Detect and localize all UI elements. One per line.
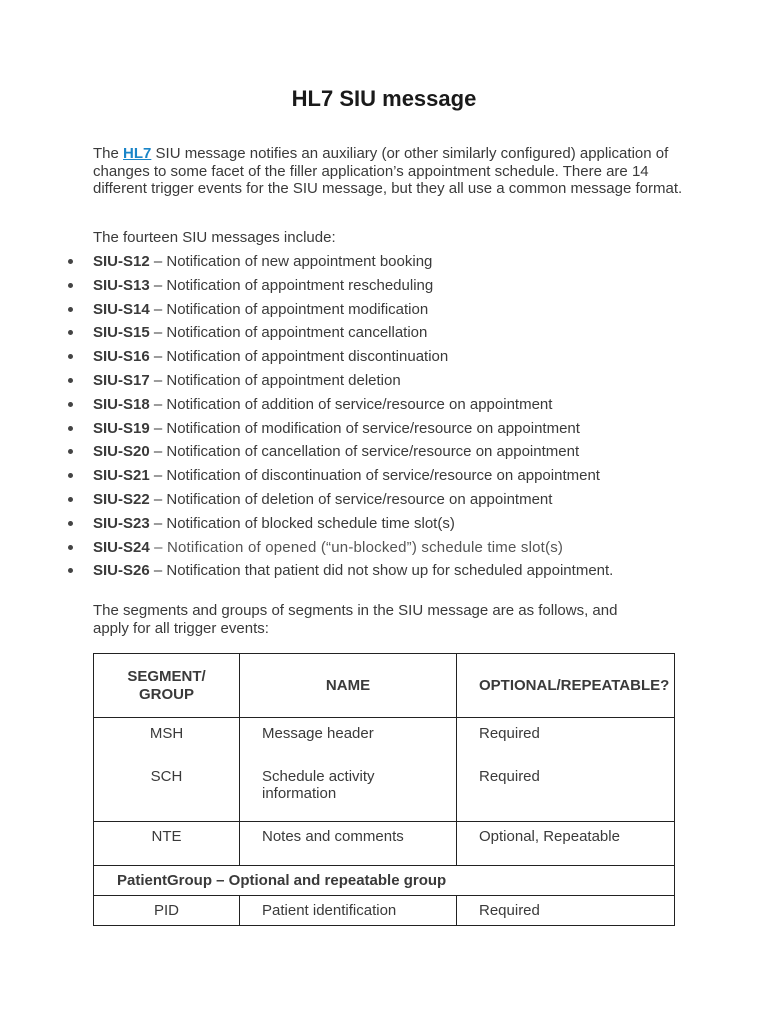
list-item (0, 562, 613, 586)
message-description: – Notification of appointment deletion (149, 371, 401, 389)
segments-intro: The segments and groups of segments in the SIU message are as follows, and apply for all trigger events: (93, 602, 618, 637)
bullet-icon (68, 259, 73, 264)
header-segment-line: SEGMENT/ (127, 668, 206, 685)
bullet-icon (68, 402, 73, 407)
segment-cell (94, 822, 240, 866)
intro-text: SIU message notifies an auxiliary (or other similarly configured) application of changes to some facet of the filler application’s appointment schedule. There are 14 different trigger events for the SIU message, but they all use a common message format. (93, 145, 683, 197)
segment-value: MSH (149, 725, 184, 742)
message-description: – Notification of blocked schedule time slot(s) (149, 514, 455, 532)
message-code: SIU-S21 (93, 467, 150, 485)
siu-message-list (0, 253, 613, 586)
message-code: SIU-S16 (93, 348, 150, 366)
list-item (0, 372, 613, 396)
message-description: – Notification of appointment rescheduling (149, 276, 434, 294)
message-description: – Notification that patient did not show up for scheduled appointment. (149, 562, 614, 580)
list-item (0, 420, 613, 444)
list-item (0, 491, 613, 515)
header-segment (94, 654, 240, 718)
segments-table (93, 653, 675, 926)
list-item (0, 443, 613, 467)
bullet-icon (68, 521, 73, 526)
message-description: – Notification of discontinuation of service/resource on appointment (149, 467, 600, 485)
bullet-icon (68, 330, 73, 335)
message-code: SIU-S17 (93, 371, 150, 389)
header-name: NAME (240, 654, 457, 718)
message-code: SIU-S24 (93, 538, 150, 556)
list-item (0, 348, 613, 372)
list-item (0, 396, 613, 420)
name-cell: Patient identification (240, 896, 457, 926)
optional-value: Required (479, 725, 540, 742)
message-code: SIU-S15 (93, 324, 150, 342)
message-description: – Notification of deletion of service/resource on appointment (149, 490, 553, 508)
bullet-icon (68, 449, 73, 454)
bullet-icon (68, 378, 73, 383)
optional-value: Required (479, 767, 540, 785)
segment-value: NTE (151, 828, 182, 845)
message-description: – Notification of appointment cancellation (149, 324, 428, 342)
group-cell: PatientGroup – Optional and repeatable group (94, 866, 675, 896)
table-group-row (94, 866, 675, 896)
message-code: SIU-S19 (93, 419, 150, 437)
message-description: – Notification of cancellation of service/resource on appointment (149, 443, 580, 461)
message-code: SIU-S26 (93, 562, 150, 580)
page-title: HL7 SIU message (291, 86, 477, 111)
message-description: – Notification of appointment discontinuation (149, 348, 449, 366)
name-value: information (262, 785, 337, 802)
list-item (0, 253, 613, 277)
intro-prefix: The (93, 145, 124, 162)
message-code: SIU-S14 (93, 300, 150, 318)
table-row (94, 718, 675, 822)
bullet-icon (68, 568, 73, 573)
list-item (0, 515, 613, 539)
message-code: SIU-S13 (93, 276, 150, 294)
name-value: Notes and comments (262, 828, 404, 845)
list-item (0, 467, 613, 491)
segment-cell: PID (94, 896, 240, 926)
optional-cell: Required (457, 896, 675, 926)
table-row (94, 896, 675, 926)
message-code: SIU-S18 (93, 395, 150, 413)
bullet-icon (68, 307, 73, 312)
header-optional: OPTIONAL/REPEATABLE? (457, 654, 675, 718)
name-cell (240, 822, 457, 866)
bullet-icon (68, 497, 73, 502)
segment-value: SCH (150, 767, 183, 785)
header-segment-line: GROUP (138, 685, 194, 703)
message-code: SIU-S12 (93, 253, 150, 270)
list-item (0, 301, 613, 325)
name-cell (240, 718, 457, 822)
bullet-icon (68, 473, 73, 478)
message-description: – Notification of opened (“un-blocked”) schedule time slot(s) (149, 538, 564, 556)
intro-paragraph (93, 145, 683, 198)
table-row (94, 822, 675, 866)
message-code: SIU-S20 (93, 443, 150, 461)
list-item (0, 324, 613, 348)
segment-cell (94, 718, 240, 822)
name-value: Schedule activity (262, 767, 375, 785)
message-code: SIU-S23 (93, 514, 150, 532)
table-header-row (94, 654, 675, 718)
hl7-link[interactable]: HL7 (123, 145, 152, 162)
message-description: – Notification of addition of service/resource on appointment (149, 395, 553, 413)
optional-cell (457, 822, 675, 866)
list-lead: The fourteen SIU messages include: (93, 229, 336, 246)
message-description: – Notification of new appointment booking (149, 253, 433, 270)
optional-value: Optional, Repeatable (479, 828, 620, 845)
name-value: Message header (262, 725, 374, 742)
message-description: – Notification of modification of service/resource on appointment (149, 419, 580, 437)
bullet-icon (68, 354, 73, 359)
list-item (0, 539, 613, 563)
message-description: – Notification of appointment modification (149, 300, 429, 318)
bullet-icon (68, 283, 73, 288)
optional-cell (457, 718, 675, 822)
list-item (0, 277, 613, 301)
message-code: SIU-S22 (93, 490, 150, 508)
bullet-icon (68, 545, 73, 550)
bullet-icon (68, 426, 73, 431)
